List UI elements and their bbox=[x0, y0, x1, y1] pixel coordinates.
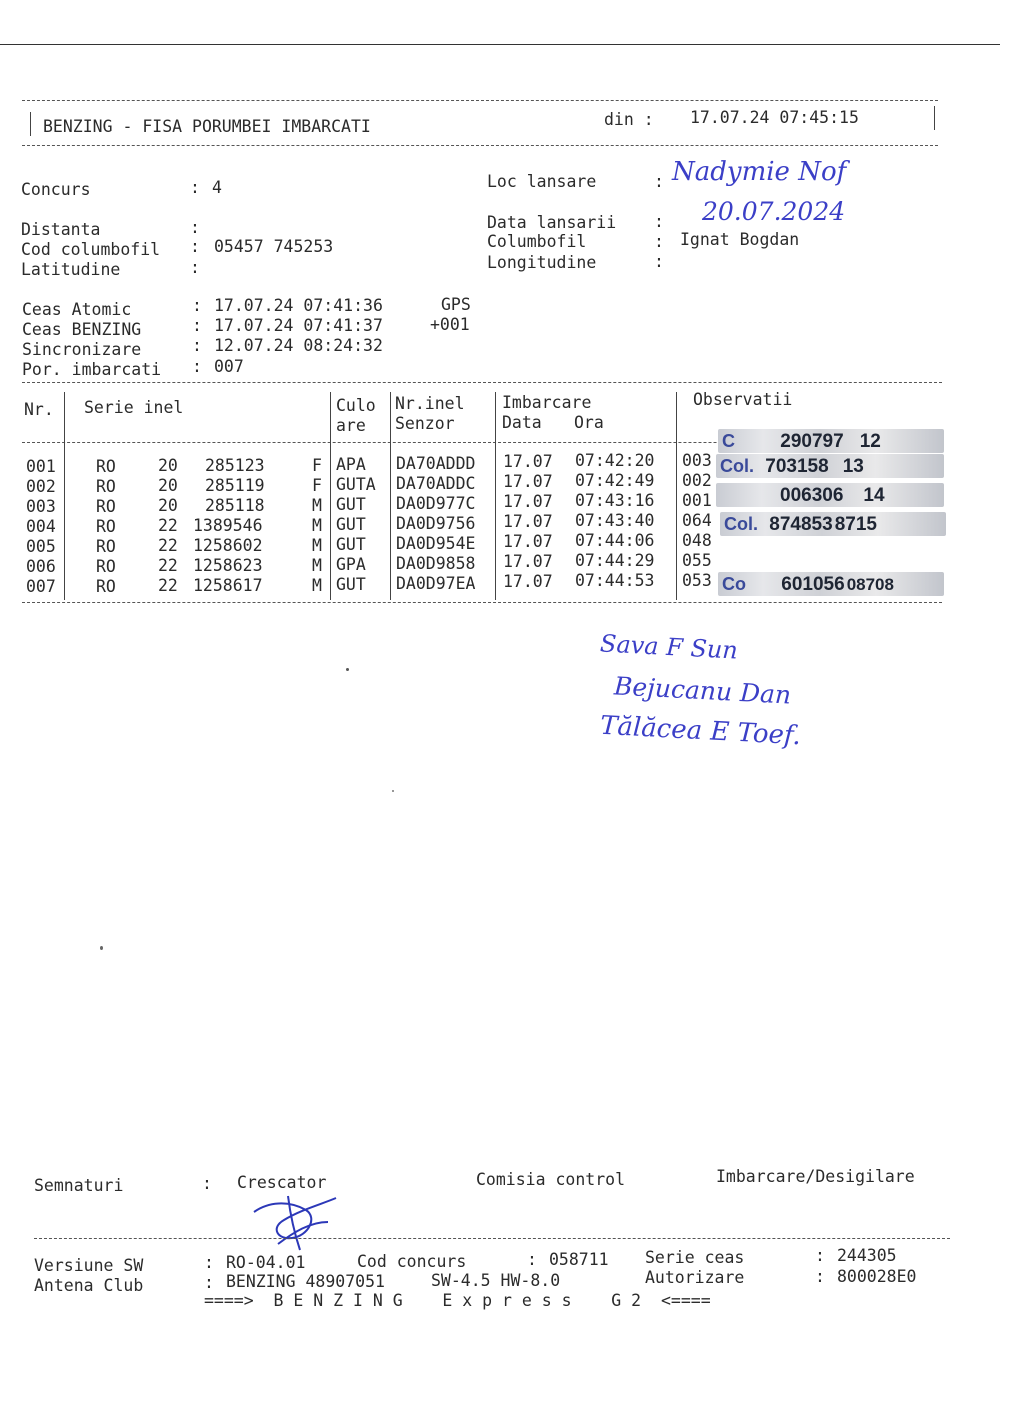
cell-ora: 07:44:29 bbox=[575, 551, 655, 570]
ceas-benzing-label: Ceas BENZING bbox=[22, 320, 142, 339]
signature-1: Sava F Sun bbox=[599, 629, 739, 665]
cell-tara: RO bbox=[96, 477, 116, 496]
cell-sex: M bbox=[312, 496, 322, 515]
por-imbarcati-value: 007 bbox=[214, 357, 244, 376]
sticker-suffix: 8715 bbox=[834, 514, 877, 535]
header-serie: Serie inel bbox=[84, 398, 184, 417]
cell-an: 22 bbox=[158, 556, 178, 575]
ring-sticker bbox=[716, 483, 944, 507]
col-divider-senzor bbox=[495, 392, 496, 600]
col-divider-nr bbox=[64, 392, 65, 600]
header-nrinel-1: Nr.inel bbox=[395, 394, 465, 413]
signature-2: Bejucanu Dan bbox=[613, 671, 792, 710]
ceas-benzing-colon: : bbox=[192, 316, 202, 335]
columbofil-label: Columbofil bbox=[487, 232, 587, 251]
cell-tara: RO bbox=[96, 577, 116, 596]
crescator-label: Crescator bbox=[237, 1173, 327, 1192]
col-divider-culoare bbox=[390, 392, 391, 600]
cell-culoare: GUT bbox=[336, 575, 366, 594]
cell-ora: 07:43:16 bbox=[575, 491, 655, 510]
scan-speck bbox=[100, 946, 103, 950]
serie-ceas-value: 244305 bbox=[837, 1246, 897, 1265]
cell-sex: F bbox=[312, 456, 322, 475]
cell-obs: 003 bbox=[682, 451, 712, 470]
cell-tara: RO bbox=[96, 537, 116, 556]
cell-senzor: DA0D97EA bbox=[396, 574, 476, 593]
cell-ora: 07:44:53 bbox=[575, 571, 655, 590]
cell-data: 17.07 bbox=[503, 452, 553, 471]
ceas-benzing-value: 17.07.24 07:41:37 bbox=[214, 316, 383, 335]
cell-culoare: GUT bbox=[336, 495, 366, 514]
loc-lansare-colon: : bbox=[654, 172, 664, 191]
sticker-prefix: Col. bbox=[724, 514, 758, 534]
versiune-colon: : bbox=[204, 1253, 214, 1272]
cell-inel: 1258602 bbox=[193, 536, 263, 555]
sincronizare-colon: : bbox=[192, 336, 202, 355]
sincronizare-label: Sincronizare bbox=[22, 340, 142, 359]
benzing-express-banner: ====> B E N Z I N G E x p r e s s G 2 <==== bbox=[204, 1291, 711, 1310]
cell-obs: 048 bbox=[682, 531, 712, 550]
loc-lansare-handwritten: Nadymie Nof bbox=[672, 157, 847, 187]
cell-obs: 055 bbox=[682, 551, 712, 570]
cell-sex: M bbox=[312, 576, 322, 595]
cell-nr: 006 bbox=[26, 557, 56, 576]
cell-sex: M bbox=[312, 536, 322, 555]
header-culoare-1: Culo bbox=[336, 396, 376, 415]
cell-inel: 285123 bbox=[205, 456, 265, 475]
cell-data: 17.07 bbox=[503, 552, 553, 571]
cell-tara: RO bbox=[96, 457, 116, 476]
cell-sex: M bbox=[312, 556, 322, 575]
din-timestamp: 17.07.24 07:45:15 bbox=[690, 108, 859, 127]
cell-data: 17.07 bbox=[503, 532, 553, 551]
ceas-benzing-extra: +001 bbox=[430, 315, 470, 334]
header-right-bar bbox=[934, 106, 935, 130]
scan-speck bbox=[392, 790, 394, 792]
cod-columbofil-label: Cod columbofil bbox=[21, 240, 161, 259]
distanta-colon: : bbox=[190, 218, 200, 237]
sincronizare-value: 12.07.24 08:24:32 bbox=[214, 336, 383, 355]
antena-colon: : bbox=[204, 1273, 214, 1292]
data-lansarii-colon: : bbox=[654, 212, 664, 231]
sticker-prefix: Col. bbox=[720, 456, 754, 476]
cell-data: 17.07 bbox=[503, 492, 553, 511]
cell-tara: RO bbox=[96, 517, 116, 536]
table-top-rule bbox=[22, 382, 942, 383]
autorizare-colon: : bbox=[815, 1267, 825, 1286]
header-imb-ora: Ora bbox=[574, 413, 604, 432]
ceas-atomic-value: 17.07.24 07:41:36 bbox=[214, 296, 383, 315]
cod-concurs-colon: : bbox=[527, 1250, 537, 1269]
antena-value: BENZING 48907051 bbox=[226, 1272, 385, 1291]
serie-ceas-label: Serie ceas bbox=[645, 1248, 745, 1267]
semnaturi-colon: : bbox=[202, 1174, 212, 1193]
cell-obs: 053 bbox=[682, 571, 712, 590]
latitudine-colon: : bbox=[190, 258, 200, 277]
cell-nr: 004 bbox=[26, 517, 56, 536]
document-title: BENZING - FISA PORUMBEI IMBARCATI bbox=[43, 117, 371, 136]
concurs-label: Concurs bbox=[21, 180, 91, 199]
sticker-prefix: Co bbox=[722, 574, 746, 594]
cell-inel: 285119 bbox=[205, 476, 265, 495]
cell-senzor: DA0D954E bbox=[396, 534, 476, 553]
col-divider-imbarcare bbox=[676, 392, 677, 600]
longitudine-colon: : bbox=[654, 252, 664, 271]
crescator-signature-icon bbox=[248, 1192, 344, 1254]
header-bottom-rule bbox=[22, 145, 938, 146]
header-imbarcare: Imbarcare bbox=[502, 393, 592, 412]
cell-data: 17.07 bbox=[503, 572, 553, 591]
cell-an: 22 bbox=[158, 576, 178, 595]
imbarcare-desigilare-label: Imbarcare/Desigilare bbox=[716, 1167, 915, 1186]
ring-sticker bbox=[718, 572, 944, 596]
serie-ceas-colon: : bbox=[815, 1246, 825, 1265]
header-left-bar bbox=[30, 112, 31, 136]
concurs-colon: : bbox=[190, 178, 200, 197]
por-imbarcati-label: Por. imbarcati bbox=[22, 360, 162, 379]
ceas-atomic-colon: : bbox=[192, 296, 202, 315]
cell-culoare: GUT bbox=[336, 535, 366, 554]
cell-ora: 07:44:06 bbox=[575, 531, 655, 550]
cell-ora: 07:42:49 bbox=[575, 471, 655, 490]
antena-label: Antena Club bbox=[34, 1276, 144, 1295]
cell-inel: 1389546 bbox=[193, 516, 263, 535]
semnaturi-label: Semnaturi bbox=[34, 1176, 124, 1195]
cell-inel: 1258617 bbox=[193, 576, 263, 595]
ceas-atomic-extra: GPS bbox=[441, 295, 471, 314]
versiune-value: RO-04.01 bbox=[226, 1253, 306, 1272]
cell-culoare: GPA bbox=[336, 555, 366, 574]
sticker-number: 290797 bbox=[780, 431, 844, 452]
cell-data: 17.07 bbox=[503, 512, 553, 531]
cell-data: 17.07 bbox=[503, 472, 553, 491]
longitudine-label: Longitudine bbox=[487, 253, 597, 272]
cell-tara: RO bbox=[96, 497, 116, 516]
cod-columbofil-value: 05457 745253 bbox=[214, 237, 334, 256]
sticker-number: 006306 bbox=[780, 485, 844, 506]
cell-culoare: GUT bbox=[336, 515, 366, 534]
cell-an: 22 bbox=[158, 516, 178, 535]
cell-senzor: DA70ADDC bbox=[396, 474, 476, 493]
cell-obs: 064 bbox=[682, 511, 712, 530]
cell-an: 20 bbox=[158, 456, 178, 475]
header-top-rule bbox=[22, 100, 938, 101]
cell-nr: 007 bbox=[26, 577, 56, 596]
cod-columbofil-colon: : bbox=[190, 237, 200, 256]
cell-senzor: DA0D9858 bbox=[396, 554, 476, 573]
distanta-label: Distanta bbox=[21, 220, 101, 239]
columbofil-value: Ignat Bogdan bbox=[680, 230, 800, 249]
sticker-number: 703158 bbox=[765, 456, 829, 477]
autorizare-value: 800028E0 bbox=[837, 1267, 917, 1286]
autorizare-label: Autorizare bbox=[645, 1268, 745, 1287]
footer-rule bbox=[34, 1238, 950, 1239]
cell-nr: 005 bbox=[26, 537, 56, 556]
cell-obs: 001 bbox=[682, 491, 712, 510]
latitudine-label: Latitudine bbox=[21, 260, 121, 279]
cod-concurs-label: Cod concurs bbox=[357, 1252, 467, 1271]
sticker-number: 601056 bbox=[781, 574, 845, 595]
cell-senzor: DA70ADDD bbox=[396, 454, 476, 473]
loc-lansare-label: Loc lansare bbox=[487, 172, 597, 191]
ring-sticker bbox=[720, 512, 946, 536]
header-nrinel-2: Senzor bbox=[395, 414, 455, 433]
columbofil-colon: : bbox=[654, 232, 664, 251]
cell-an: 20 bbox=[158, 496, 178, 515]
ring-sticker bbox=[716, 454, 944, 478]
cell-nr: 003 bbox=[26, 497, 56, 516]
cell-sex: M bbox=[312, 516, 322, 535]
cell-inel: 285118 bbox=[205, 496, 265, 515]
cell-inel: 1258623 bbox=[193, 556, 263, 575]
sticker-prefix: C bbox=[722, 431, 735, 451]
ring-sticker bbox=[718, 429, 944, 453]
data-lansarii-label: Data lansarii bbox=[487, 213, 617, 232]
cell-ora: 07:43:40 bbox=[575, 511, 655, 530]
cell-ora: 07:42:20 bbox=[575, 451, 655, 470]
cell-nr: 002 bbox=[26, 477, 56, 496]
signature-3: Tălăcea E Toef. bbox=[599, 710, 802, 752]
col-divider-serie bbox=[330, 392, 331, 600]
din-label: din : bbox=[604, 110, 654, 129]
data-lansarii-handwritten: 20.07.2024 bbox=[702, 197, 846, 226]
cell-nr: 001 bbox=[26, 457, 56, 476]
concurs-value: 4 bbox=[212, 178, 222, 197]
por-imbarcati-colon: : bbox=[192, 357, 202, 376]
sticker-suffix: 12 bbox=[859, 431, 881, 452]
header-imb-data: Data bbox=[502, 413, 542, 432]
ceas-atomic-label: Ceas Atomic bbox=[22, 300, 132, 319]
versiune-label: Versiune SW bbox=[34, 1256, 144, 1275]
comisia-label: Comisia control bbox=[476, 1170, 626, 1189]
cell-tara: RO bbox=[96, 557, 116, 576]
header-culoare-2: are bbox=[336, 416, 366, 435]
page-top-edge bbox=[0, 44, 1000, 45]
table-bottom-rule bbox=[22, 602, 942, 603]
header-nr: Nr. bbox=[24, 400, 54, 419]
cell-senzor: DA0D9756 bbox=[396, 514, 476, 533]
sticker-suffix: 08708 bbox=[846, 575, 894, 594]
sticker-number: 874853 bbox=[769, 514, 833, 535]
sticker-suffix: 13 bbox=[842, 456, 864, 477]
cell-sex: F bbox=[312, 476, 322, 495]
cell-senzor: DA0D977C bbox=[396, 494, 476, 513]
cod-concurs-value: 058711 bbox=[549, 1250, 609, 1269]
cell-culoare: APA bbox=[336, 455, 366, 474]
cell-an: 20 bbox=[158, 476, 178, 495]
cell-culoare: GUTA bbox=[336, 475, 376, 494]
sw-hw-value: SW-4.5 HW-8.0 bbox=[431, 1271, 561, 1290]
header-observatii: Observatii bbox=[693, 390, 793, 409]
cell-an: 22 bbox=[158, 536, 178, 555]
cell-obs: 002 bbox=[682, 471, 712, 490]
sticker-suffix: 14 bbox=[863, 485, 885, 506]
scan-speck bbox=[346, 668, 349, 671]
